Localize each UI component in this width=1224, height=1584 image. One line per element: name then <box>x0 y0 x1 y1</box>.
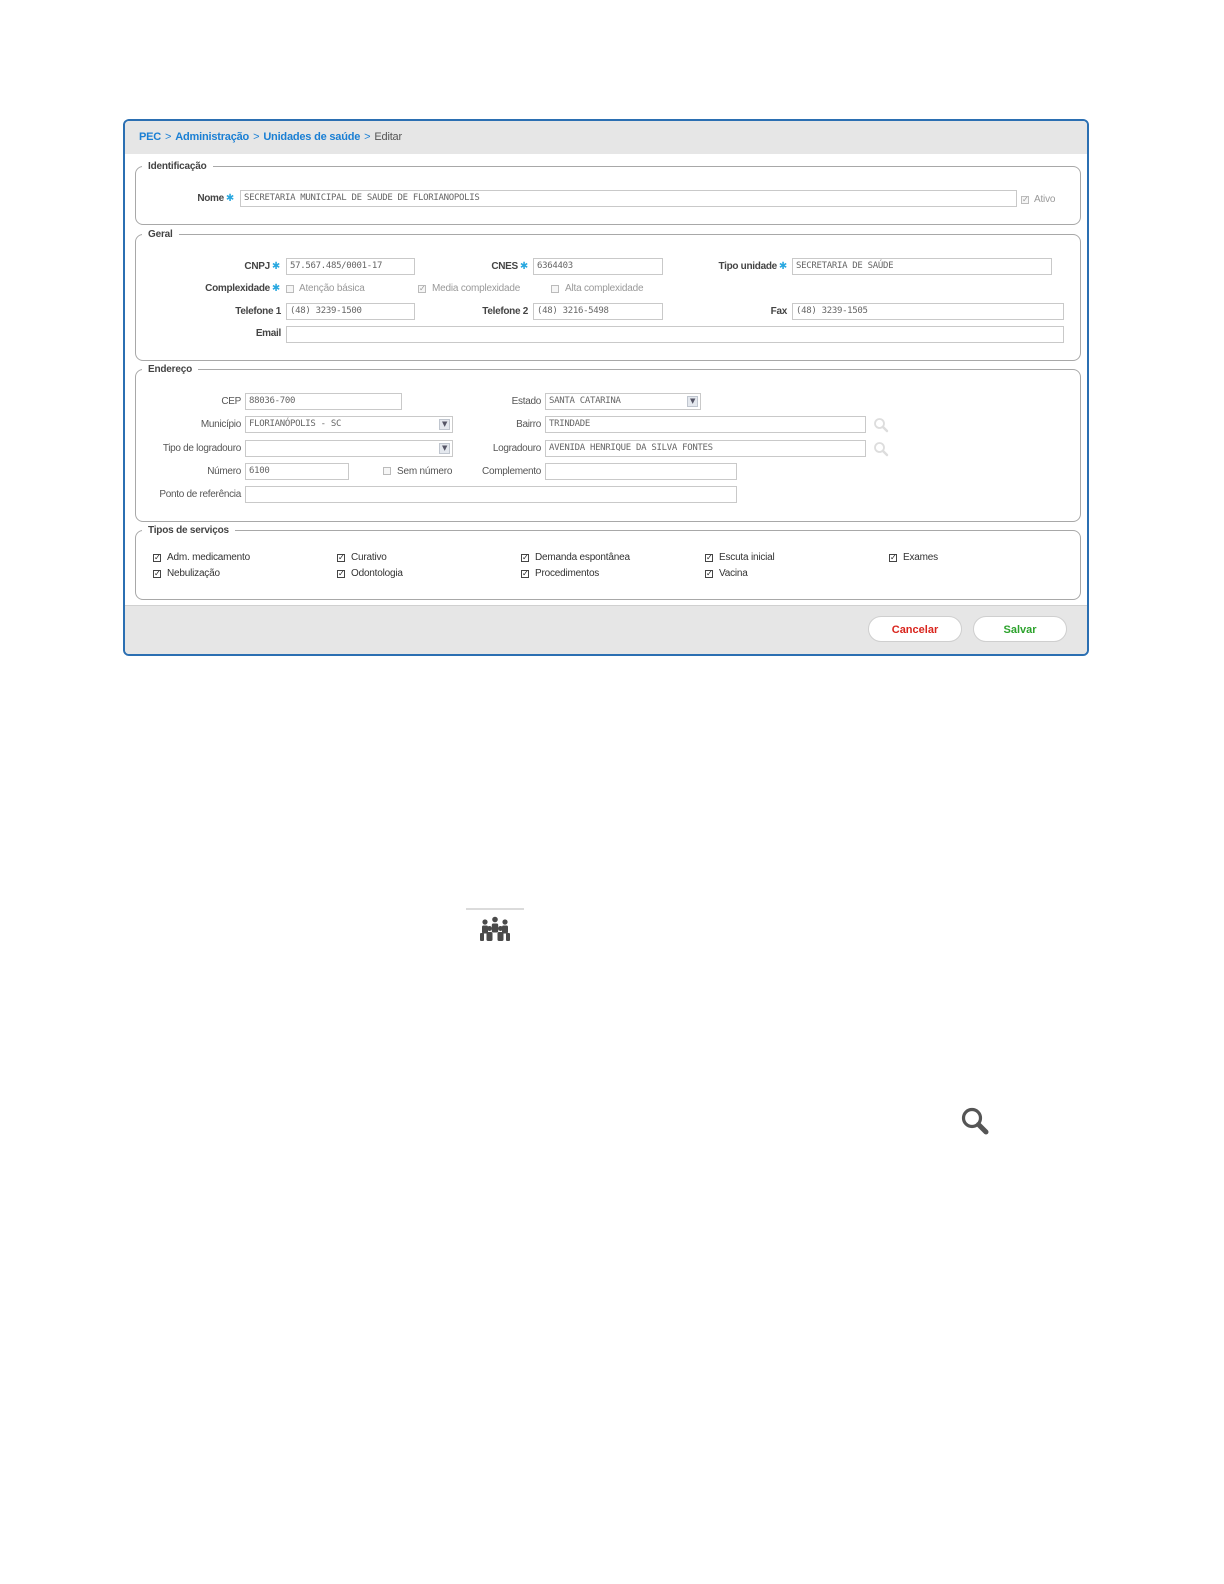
estado-value: SANTA CATARINA <box>549 396 621 406</box>
service-label: Vacina <box>719 568 748 579</box>
service-label: Curativo <box>351 552 387 563</box>
media-complexidade-label: Media complexidade <box>432 283 521 294</box>
logradouro-input[interactable]: AVENIDA HENRIQUE DA SILVA FONTES <box>545 440 866 457</box>
cep-label: CEP <box>221 396 241 407</box>
breadcrumb-link-administracao[interactable]: Administração <box>175 131 250 143</box>
search-icon[interactable] <box>873 417 889 433</box>
ativo-checkbox[interactable]: ✓ <box>1022 195 1029 204</box>
chevron-down-icon: ▼ <box>439 419 450 430</box>
fax-label: Fax <box>770 306 787 317</box>
endereco-legend: Endereço <box>148 364 192 375</box>
service-checkbox-exames[interactable]: ✓ <box>890 553 897 562</box>
nome-label: Nome ✱ <box>197 193 234 204</box>
service-label: Adm. medicamento <box>167 552 250 563</box>
complemento-label: Complemento <box>482 466 541 477</box>
breadcrumb-separator: > <box>364 131 371 143</box>
municipio-value: FLORIANÓPOLIS - SC <box>249 419 342 429</box>
service-checkbox-vacina[interactable]: ✓ <box>706 569 713 578</box>
tipo-logradouro-select[interactable] <box>245 440 453 457</box>
service-checkbox-curativo[interactable]: ✓ <box>338 553 345 562</box>
search-icon <box>959 1105 991 1137</box>
servicos-legend: Tipos de serviços <box>148 525 229 536</box>
required-asterisk-icon: ✱ <box>271 283 280 294</box>
servicos-section <box>135 525 1081 600</box>
logradouro-label: Logradouro <box>492 443 541 454</box>
service-label: Procedimentos <box>535 568 600 579</box>
numero-input[interactable]: 6100 <box>245 463 349 480</box>
geral-legend: Geral <box>148 229 173 240</box>
service-checkbox-procedimentos[interactable]: ✓ <box>522 569 529 578</box>
required-asterisk-icon: ✱ <box>519 261 528 272</box>
media-complexidade-checkbox[interactable]: ✓ <box>419 284 426 293</box>
tipo-unidade-input[interactable]: SECRETARIA DE SAÚDE <box>792 258 1052 275</box>
breadcrumb-current: Editar <box>374 131 402 143</box>
municipio-label: Município <box>200 419 241 430</box>
tipo-unidade-label: Tipo unidade ✱ <box>718 261 787 272</box>
breadcrumb <box>139 131 402 143</box>
edit-unit-window <box>123 119 1089 656</box>
breadcrumb-link-pec[interactable]: PEC <box>139 131 162 143</box>
complemento-input[interactable] <box>545 463 737 480</box>
cnes-input[interactable]: 6364403 <box>533 258 663 275</box>
required-asterisk-icon: ✱ <box>778 261 787 272</box>
telefone2-label: Telefone 2 <box>482 306 528 317</box>
breadcrumb-separator: > <box>253 131 260 143</box>
identificacao-legend: Identificação <box>148 161 207 172</box>
service-checkbox-odontologia[interactable]: ✓ <box>338 569 345 578</box>
ativo-label: Ativo <box>1034 194 1056 205</box>
alta-complexidade-label: Alta complexidade <box>565 283 644 294</box>
search-icon[interactable] <box>873 441 889 457</box>
atencao-basica-checkbox[interactable] <box>286 285 294 293</box>
identificacao-section <box>135 161 1081 225</box>
alta-complexidade-checkbox[interactable] <box>551 285 559 293</box>
form-footer <box>125 605 1087 654</box>
service-label: Odontologia <box>351 568 403 579</box>
telefone1-label: Telefone 1 <box>235 306 281 317</box>
numero-label: Número <box>207 466 241 477</box>
service-label: Exames <box>903 552 938 563</box>
sem-numero-checkbox[interactable] <box>383 467 391 475</box>
breadcrumb-link-unidades[interactable]: Unidades de saúde <box>263 131 361 143</box>
breadcrumb-separator: > <box>165 131 172 143</box>
cep-input[interactable]: 88036-700 <box>245 393 402 410</box>
cnpj-label: CNPJ ✱ <box>244 261 280 272</box>
chevron-down-icon: ▼ <box>687 396 698 407</box>
cnpj-input[interactable]: 57.567.485/0001-17 <box>286 258 415 275</box>
service-label: Escuta inicial <box>719 552 775 563</box>
estado-label: Estado <box>511 396 541 407</box>
people-group-icon <box>466 908 524 944</box>
breadcrumb-bar <box>125 121 1087 154</box>
estado-select[interactable] <box>545 393 701 410</box>
complexidade-label: Complexidade ✱ <box>205 283 280 294</box>
ponto-referencia-label: Ponto de referência <box>159 489 241 500</box>
telefone2-input[interactable]: (48) 3216-5498 <box>533 303 663 320</box>
service-checkbox-escuta-inicial[interactable]: ✓ <box>706 553 713 562</box>
ponto-referencia-input[interactable] <box>245 486 737 503</box>
cancel-button[interactable]: Cancelar <box>868 616 962 642</box>
municipio-select[interactable] <box>245 416 453 433</box>
atencao-basica-label: Atenção básica <box>299 283 365 294</box>
fax-input[interactable]: (48) 3239-1505 <box>792 303 1064 320</box>
tipo-logradouro-label: Tipo de logradouro <box>162 443 241 454</box>
required-asterisk-icon: ✱ <box>271 261 280 272</box>
endereco-section <box>135 364 1081 522</box>
sem-numero-label: Sem número <box>397 466 453 477</box>
chevron-down-icon: ▼ <box>439 443 450 454</box>
service-checkbox-demanda-espontanea[interactable]: ✓ <box>522 553 529 562</box>
service-checkbox-nebulizacao[interactable]: ✓ <box>154 569 161 578</box>
bairro-input[interactable]: TRINDADE <box>545 416 866 433</box>
service-label: Nebulização <box>167 568 220 579</box>
nome-input[interactable]: SECRETARIA MUNICIPAL DE SAUDE DE FLORIANOPOLIS <box>240 190 1017 207</box>
cnes-label: CNES ✱ <box>491 261 528 272</box>
email-input[interactable] <box>286 326 1064 343</box>
required-asterisk-icon: ✱ <box>225 193 234 204</box>
save-button[interactable]: Salvar <box>973 616 1067 642</box>
service-checkbox-adm-medicamento[interactable]: ✓ <box>154 553 161 562</box>
bairro-label: Bairro <box>516 419 541 430</box>
email-label: Email <box>255 328 281 339</box>
telefone1-input[interactable]: (48) 3239-1500 <box>286 303 415 320</box>
service-label: Demanda espontânea <box>535 552 630 563</box>
geral-section <box>135 229 1081 361</box>
